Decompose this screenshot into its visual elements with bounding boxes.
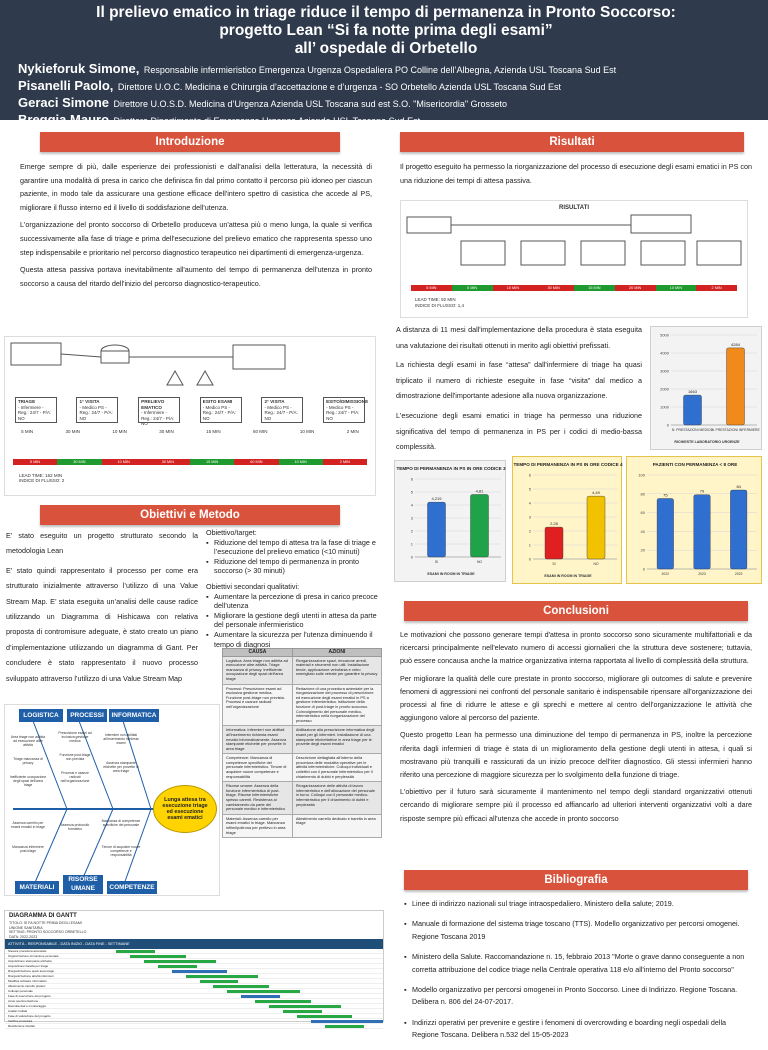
gantt-cells [105,964,383,968]
y-tick-label: 3000 [660,368,669,374]
introduzione-paragraph: Emerge sempre di più, dalle esperienze dei professionisti e dall'analisi della letteratura, la necessità di garantire una modalità di presa in carico che definisca fin dal primo contatto il percorso più idoneo per ciascun paziente, in modo tale da assicurare una gestione efficace dell'intero spettro di casistica che accede al PS, migliorare il flusso interno ed il livello di soddisfazione dell'utenza. [20,162,372,212]
data-label: 2,28 [550,521,558,527]
author-name: Pisanelli Paolo, [18,78,114,93]
fishbone-cause: Timore di acquisire nuove competenze e responsabilità [101,845,141,857]
y-tick-label: 1 [410,541,413,547]
author-role: Direttore U.O.S.D. Medicina d’Urgenza Azienda USL Toscana sud est S.O. "Misericordia" Grosseto [113,99,508,109]
vsm-box-title: 1° VISITA [79,399,100,404]
vsm-info-box [11,343,61,365]
x-tick-label: 2022 [661,572,670,576]
cause-cell: Risorse umane: Assenza della funzione infermieristica di post-triage. Risorse infermieristiche spesso carenti. Resistenza al cambiamento da parte del personale medico e infermieristico [223,782,293,815]
gantt-bar [144,960,216,963]
gantt-task-label: Raccolta dati e monitoraggio [8,1004,47,1009]
bar [694,495,711,569]
timeline-segment: 10 MIN [279,459,323,465]
conclusioni-heading: Conclusioni [404,601,748,621]
action-cell: Redazione di una procedura aziendale per la riorganizzazione del processo di prescrizione ed esecuzione degli esami ematici in PS a gestione infermieristica. Istituzione della funzione di post-triage in pronto soccorso. Coinvolgimento del personale medico-infermieristico nella riorganizzazione del processo [292,684,381,726]
obiettivi-heading: Obiettivi e Metodo [40,505,340,525]
gantt-meta-line: SETTING: PRONTO SOCCORSO ORBETELLO [9,930,87,935]
x-tick-label: 2023 [734,572,743,576]
y-tick-label: 80 [640,491,645,497]
fishbone-category: MATERIALI [15,881,59,894]
y-tick-label: 6 [410,476,413,482]
vsm-inventory-icon [197,371,213,385]
vsm-after-diagram [401,211,749,269]
gantt-title: DIAGRAMMA DI GANTT [9,913,77,919]
vsm-box-title: PRELIEVO EMATICO [141,399,165,410]
timeline-segment: 10 MIN [102,459,146,465]
bar [727,348,745,425]
y-tick-label: 2 [410,528,413,534]
author-name: Geraci Simone [18,95,110,110]
chart-svg [651,327,763,451]
cause-cell: Informatica: Infermieri non abilitati all'inserimento richiesta esami ematici informaticamente. Assenza stampante etichette per provette in area triage [223,726,293,754]
x-tick-label: 2023 [698,572,706,576]
target-list [206,538,384,576]
author-role: Responsabile infermieristico Emergenza Urgenza Ospedaliera PO Colline dell’Albegna, Azienda USL Toscana Sud Est [143,65,617,75]
fishbone-cause: Mancanza infermiere post-triage [12,845,44,853]
gantt-bar [172,970,228,973]
fishbone-category: RISORSE UMANE [63,875,103,894]
x-tick-label: N. PRESTAZIONI MEDICO [671,428,714,432]
gantt-cells [105,979,383,983]
vsm-step-time: 30 MIN [65,429,81,434]
poster-title [18,4,754,58]
gantt-cells [105,1009,383,1013]
vsm-control-box [631,215,691,233]
x-axis-label: ESAMI IN ROOM IN TRIAGE [427,572,475,576]
gantt-task-label: Fase di esecuzione del progetto [8,994,51,999]
vsm-box-body: - Medico PS - Reg.: 24/7 - P/A: NO [326,404,360,421]
gantt-task-label: Colloqui personale [8,989,33,994]
x-tick-label: NO [593,562,599,566]
title-line-3: all’ ospedale di Orbetello [294,40,478,57]
bibliografia-body [404,898,752,1050]
gantt-bar [325,1025,364,1028]
introduzione-paragraph: Questa attesa passiva portava inevitabilmente all'aumento del tempo di permanenza dell'utenza in pronto soccorso a causa del ritardo dell'inizio del percorso diagnostico-terapeutico. [20,265,372,288]
secondary-item: ▪ Aumentare la percezione di presa in carico precoce dell’utenza [206,592,384,611]
risultati-paragraph: La richiesta degli esami in fase “attesa” dall'infermiere di triage ha quasi triplicato il numero di richieste eseguite in fase “visita” dal medico a dimostrazione dell'importante adesione alla nuova organizzazione. [396,360,642,401]
bibliografia-heading: Bibliografia [404,870,748,890]
gantt-cells [105,1019,383,1023]
vsm-box-body: - Medico PS - Reg.: 24/7 - P/A: NO [79,404,113,421]
author-role: Direttore U.O.C. Medicina e Chirurgia d’accettazione e d’urgenza - SO Orbetello Azienda USL Toscana Sud Est [117,82,562,92]
data-label: 4,49 [592,490,600,496]
gantt-cells [105,994,383,998]
author-role: Direttore Dipartimento di Emergenza Urgenza Azienda USL Toscana Sud Est [113,116,421,126]
cause-action-table [222,648,382,838]
vsm-flow-index: INDICE DI FLUSSO: 2 [19,478,65,483]
cause-cell: Logistica: Area triage non adibita ad esecuzione altre attività. Triage mancanza di privacy. Inefficiente occupazione degli spazi dell'area triage [223,656,293,684]
fishbone-cause: Assenza protocollo formativo [60,823,90,831]
y-tick-label: 4000 [660,350,669,356]
bar [587,496,605,559]
y-tick-label: 1 [528,542,531,548]
y-tick-label: 6 [528,472,531,478]
table-row [223,656,382,684]
vsm-arrow [61,354,101,357]
author-row [18,78,754,95]
risultati-paragraph: L'esecuzione degli esami ematici in triage ha permesso una riduzione significativa del tempo di permanenza in PS per i codici di medio-bassa complessità. [396,410,642,452]
timeline-segment: 2 MIN [323,459,367,465]
table-row [223,814,382,837]
fishbone-category: COMPETENZE [107,881,157,894]
timeline-segment: 15 MIN [574,285,615,291]
chart-title: TEMPO DI PERMANENZA IN PS IN ORE CODICE 4 [513,462,623,467]
author-name: Nykieforuk Simone, [18,61,140,76]
vsm-process-box [697,241,741,265]
vsm-step-time: 15 MIN [206,429,221,434]
x-axis-label: ESAMI IN ROOM IN TRIAGE [544,574,592,578]
fishbone-cause: Infermieri non abilitati all'inserimento richiesta esami [103,733,139,745]
gantt-cells [105,989,383,993]
reference-item: ▪ Linee di indirizzo nazionali sul triage intraospedaliero. Ministero della salute; 2019. [404,898,752,910]
vsm-box-title: 2° VISITA [264,399,285,404]
vsm-after-summary [415,297,747,308]
y-tick-label: 40 [640,528,645,534]
table-row [223,782,382,815]
gantt-cells [105,1024,383,1028]
reference-item: ▪ Manuale di formazione del sistema triage toscano (TTS). Modello organizzativo per percorsi omogenei. Regione Toscana 2019 [404,918,752,943]
gantt-task-label: Riorganizzazione attività infermieri [8,974,54,979]
data-label: 75 [663,492,668,498]
secondary-item: ▪ Aumentare la sicurezza per l’utenza diminuendo il tempo di diagnosi [206,630,384,649]
vsm-process-box [581,241,625,265]
gantt-bar [130,955,186,958]
vsm-step-time: 30 MIN [159,429,174,434]
column-header: CAUSA [223,649,293,657]
data-label: 4,81 [475,488,484,494]
secondary-label: Obiettivi secondari qualitativi: [206,581,300,591]
author-row [18,95,754,112]
y-tick-label: 3 [410,515,413,521]
vsm-process-box [200,397,242,423]
gantt-task-label: Modifica software informatico [8,979,47,984]
gantt-meta-line: DATA: 2022-2023 [9,934,38,939]
vsm-box-body: - Medico PS - Reg.: 24/7 - P/A: NO [202,404,237,421]
chart-pazienti-8-ore [626,456,762,584]
vsm-box-body: - Infermiere - Reg.: 24/7 - P/A: NO [141,410,175,426]
cause-cell: Processi: Prescrizione esami ad esclusiva gestione medica. Funzione post-triage non prevista. Processi e usanze radicati nell'organizzazione [223,684,293,726]
vsm-process-box [521,241,565,265]
gantt-bar [227,990,299,993]
chart-title: PAZIENTI CON PERMANENZA < 8 ORE [652,462,738,467]
y-tick-label: 4 [410,502,413,508]
vsm-box-body: - Infermiere - Reg.: 24/7 - P/A: NO [17,404,52,421]
vsm-box-title: ESITO/DIMISSIONE [326,399,369,404]
vsm-box-title: ESITO ESAMI [202,399,233,404]
vsm-info-box [407,217,451,233]
gantt-cells [105,949,383,953]
cause-cell: Materiali: Assenza carrello per esami ematici in triage. Mancanza infilmi/poltrona per prelievo in area triage [223,814,293,837]
vsm-step-time: 10 MIN [299,429,315,434]
timeline-segment: 30 MIN [533,285,574,291]
gantt-meta [5,921,383,939]
vsm-box-body: - Medico PS - Reg.: 24/7 - P/A: NO [264,404,298,421]
vsm-lead-time: LEAD TIME: 162 MIN [19,472,63,478]
gantt-cells [105,1004,383,1008]
poster-header [0,0,768,127]
author-row [18,61,754,78]
gantt-bar [158,965,197,968]
vsm-process-box [323,397,369,423]
risultati-heading: Risultati [400,132,744,152]
chart-permanenza-codice-4 [512,456,622,584]
reference-item: ▪ Modello organizzativo per percorsi omogenei in Pronto Soccorso. Linee di Indirizzo. Regione Toscana. Delibera n. 806 del 24-07-2017. [404,984,752,1009]
vsm-time-ladder [5,429,375,435]
y-tick-label: 1000 [660,404,669,410]
vsm-timeline-bar [13,459,367,465]
gantt-rows [5,949,383,1029]
gantt-bar [283,1010,322,1013]
obiettivi-paragraph: E’ stato eseguito un progetto strutturato secondo la metodologia Lean [6,531,198,556]
gantt-task-label: Stesura procedura aziendale [8,949,47,954]
ishikawa-diagram [4,704,220,896]
bar [684,395,702,425]
obiettivi-paragraph: E’ stato quindi rappresentato il processo per come era strutturato inizialmente attraverso l’utilizzo di una Value Stream Map. E’ stata eseguita un’analisi delle cause radice utilizzando un Diagramma di Hishicawa con relativa proposta di contromisure adeguate, è stato creato un piano d’implementazione utilizzando un diagramma di Gant. Per concludere è stato rappresentato il nuovo processo sviluppato attraverso l’utilizzo di una Value Stream Map [6,565,198,683]
y-tick-label: 0 [528,556,531,562]
fishbone-cause: Assenza stampante etichette per provette in area triage [103,761,139,773]
y-tick-label: 5000 [660,332,669,338]
vsm-database-body [101,351,129,363]
conclusioni-paragraph: Per migliorare la qualità delle cure prestate in pronto soccorso, migliorare gli outcomes di salute e prevenire fenomeni di aggressioni nei confronti del personale sanitario è indispensabile ripensare all'organizzazione dei processi al fine di ridurre le attese e gli sprechi e mettere al centro dell'organizzazione le attività che aggiungono valore al percorso del paziente. [400,673,752,723]
gantt-bar [186,975,258,978]
vsm-process-box [15,397,57,423]
data-label: 4,219 [431,496,442,502]
fishbone-effect: Lunga attesa tra esecuzione triage ed esecuzione esami ematici [153,785,217,833]
gantt-task-label: Acquisizione barella per triage [8,964,49,969]
secondary-list [206,592,384,650]
x-tick-label: SI [552,562,556,566]
data-label: 79 [699,488,705,494]
gantt-cells [105,1014,383,1018]
fishbone-cause: Inefficiente occupazione degli spazi dell'area triage [9,775,47,787]
vsm-step-time: 10 MIN [112,429,127,434]
title-line-2: progetto Lean “Si fa notte prima degli esami” [219,22,553,39]
gantt-cells [105,984,383,988]
action-cell: Descrizione dettagliata all'interno della procedura delle modalità operative per le attività infermieristiche. Colloqui individuali e collettivi con il personale infermieristico per il chiarimento di dubbi e perplessità [292,754,381,782]
gantt-cells [105,974,383,978]
vsm-process-box [461,241,505,265]
gantt-meta-line: UNIONE SANITARIA [9,925,43,930]
table-row [223,726,382,754]
conclusioni-paragraph: Questo progetto Lean ha permesso una diminuzione del tempo di permanenza in PS, inoltre la percezione riferita dagli infermieri di triage è stata di un miglioramento della gestione degli utenti in attesa, i quali si mostravano più tranquilli e rassicurati da un inizio precoce dell'iter diagnostico. Gli stessi infermieri hanno riferito una percezione di maggiore sicurezza per lo svolgimento della funzione di triage. [400,730,752,780]
gantt-bar [255,1000,311,1003]
vsm-box-title: TRIAGE [17,399,36,404]
x-tick-label: N. PRESTAZIONI INFERMIERE [711,428,760,432]
obiettivi-body [6,528,198,686]
cause-cell: Competenze: Mancanza di competenze specifiche del personale infermieristico. Timore di acquisire nuove competenze e responsabilità [223,754,293,782]
vsm-step-time: 5 MIN [21,429,34,434]
fishbone-cause: Area triage non adibita ad esecuzione altre attività [10,735,46,747]
fishbone-cause: Prescrizione esami ad inclusiva gestione medica [58,731,92,743]
risultati-intro: Il progetto eseguito ha permesso la riorganizzazione del processo di esecuzione degli esami ematici in PS con una riduzione dei tempi di attesa passiva. [400,162,752,185]
secondary-item: ▪ Migliorare la gestione degli utenti in attesa da parte del personale infermieristico [206,611,384,630]
action-cell: Abilitazione alla prescrizione informatica degli esami per gli infermieri. Installazione di una stampante etichettatrice in area triage per le provette degli esami ematici [292,726,381,754]
gantt-cells [105,969,383,973]
fishbone-cause: Processi e usanze radicati nell'organizzazione [60,771,90,783]
gantt-bar [241,995,280,998]
fishbone-cause: Triage mancanza di privacy [13,757,43,765]
y-tick-label: 0 [666,422,669,428]
vsm-control-box [233,345,285,369]
introduzione-body [20,160,372,290]
gantt-task-label: Fase di valutazione del progetto [8,1014,51,1019]
table-row [223,684,382,726]
x-tick-label: SI [434,560,439,564]
target-label: Obiettivo/target: [206,528,257,537]
author-name: Breggia Mauro [18,112,110,127]
vsm-lead-time: LEAD TIME: 92 MIN [415,297,456,302]
bar [428,502,446,557]
introduzione-heading: Introduzione [40,132,340,152]
timeline-segment: 5 MIN [13,459,57,465]
timeline-segment: 5 MIN [452,285,493,291]
y-tick-label: 0 [410,554,413,560]
target-item: ▪ Riduzione del tempo di permanenza in pronto soccorso (> 30 minuti) [206,557,384,576]
gantt-cells [105,999,383,1003]
fishbone-category: PROCESSI [67,709,107,722]
chart-svg [627,457,763,585]
gantt-header: ATTIVITÀ - RESPONSABILE - DATA INIZIO - DATA FINE - SETTIMANE [5,939,383,949]
gantt-bar [213,985,269,988]
y-tick-label: 0 [642,566,645,572]
vsm-step-time: 2 MIN [346,429,359,434]
value-stream-map-after [400,200,748,318]
gantt-task-label: Acquisizione stampante etichette [8,959,52,964]
vsm-inventory-icon [167,371,183,385]
timeline-segment: 5 MIN [411,285,452,291]
timeline-segment: 20 MIN [615,285,656,291]
gantt-bar [116,950,155,953]
vsm-after-title: RISULTATI [559,205,589,211]
vsm-process-row [5,397,375,426]
introduzione-paragraph: L'organizzazione del pronto soccorso di Orbetello produceva un'attesa più o meno lunga, la quale si verifica successivamente alla fase di triage e prima dell'esecuzione del prelievo ematico che rappresenta spesso uno step indispensabile e prioritario nel percorso diagnostico terapeutico nei dipartimenti di emergenza-urgenza. [20,220,372,257]
data-label: 1663 [688,389,697,395]
x-axis-label: RICHIESTE LABORATORIO URGENZE [674,440,740,444]
conclusioni-body [400,628,752,825]
vsm-process-box [261,397,303,423]
column-header: AZIONI [292,649,381,657]
gantt-bar [200,980,239,983]
gantt-meta-line: TITOLO: SI FA NOTTE PRIMA DEGLI ESAMI [9,921,82,925]
timeline-segment: 10 MIN [656,285,697,291]
chart-svg [513,457,623,585]
gantt-task-label: Organizzazione formazione personale [8,954,59,959]
data-label: 84 [736,484,741,490]
vsm-summary [19,473,375,484]
bar [471,494,489,557]
obiettivi-targets [206,528,384,649]
y-tick-label: 5 [528,486,531,492]
timeline-segment: 30 MIN [57,459,101,465]
risultati-body [396,322,642,455]
bar [545,527,563,559]
conclusioni-paragraph: L'obiettivo per il futuro sarà sicuramente il mantenimento nel tempo degli standard organizzativi ottenuti cercando di migliorare sempre più il processo ed affiancarlo ad ulteriori interventi organizzativi volti a dare risposte sempre più efficaci all'utenza che accede in pronto soccorso [400,787,752,823]
fishbone-cause: Funzione post-triage non prevista [59,753,91,761]
bar [657,499,674,570]
chart-prestazioni [650,326,762,450]
vsm-process-box [138,397,180,426]
timeline-segment: 30 MIN [146,459,190,465]
gantt-cells [105,959,383,963]
vsm-process-box [641,241,685,265]
y-tick-label: 4 [528,500,531,506]
fishbone-category: LOGISTICA [19,709,63,722]
target-item: ▪ Riduzione del tempo di attesa tra la fase di triage e l’esecuzione del prelievo ematico (<10 minuti) [206,538,384,557]
x-tick-label: NO [476,560,483,564]
gantt-task-label: Riorganizzazione spazi area triage [8,969,55,974]
y-tick-label: 2000 [660,386,669,392]
author-list [18,61,754,129]
fishbone-cause: Mancanza di competenze specifiche del personale [101,819,141,827]
fishbone-cause: Assenza carrello per esami ematici in triage [11,821,45,829]
y-tick-label: 60 [640,510,645,516]
timeline-segment: 2 MIN [696,285,737,291]
title-line-1: Il prelievo ematico in triage riduce il tempo di permanenza in Pronto Soccorso: [96,4,676,21]
author-row [18,112,754,129]
chart-permanenza-codice-3 [394,460,506,582]
y-tick-label: 20 [640,547,645,553]
action-cell: Riorganizzazione spazi, rimozione arredi, materiali e strumenti non utili. Installazione tende, applicazione vetrofania e vetro smerigliato sulle vetrate per garantire la privacy [292,656,381,684]
chart-title: TEMPO DI PERMANENZA IN PS IN ORE CODICE 3 [396,466,506,471]
gantt-bar [311,1020,383,1023]
action-cell: Allestimento carrello dedicato e barella in area triage [292,814,381,837]
timeline-segment: 10 MIN [493,285,534,291]
vsm-flow-diagram [5,337,377,397]
y-tick-label: 5 [410,489,413,495]
gantt-task-label: Allestimento carrello prelievi [8,984,46,989]
vsm-flow-index: INDICE DI FLUSSO: 1,4 [415,302,465,308]
conclusioni-paragraph: Le motivazioni che possono generare tempi d'attesa in pronto soccorso sono sicuramente multifattoriali e da ricercarsi principalmente nell'elevato numero di accessi giornalieri che la struttura deve sostenere; tuttavia, può essere concausa anche la matrice organizzativa interna rapportata al livello di complessità della struttura. [400,630,752,666]
table-row [223,754,382,782]
gantt-bar [269,1005,341,1008]
vsm-after-timeline-bar [411,285,737,291]
vsm-step-time: 60 MIN [253,429,268,434]
gantt-cells [105,954,383,958]
data-label: 4284 [731,341,740,347]
bar [730,490,747,569]
table-header-row [223,649,382,657]
timeline-segment: 60 MIN [234,459,278,465]
chart-svg [395,461,507,583]
value-stream-map-before [4,336,376,496]
gantt-row [5,1024,383,1029]
y-tick-label: 3 [528,514,531,520]
y-tick-label: 2 [528,528,531,534]
risultati-paragraph: A distanza di 11 mesi dall'implementazione della procedura è stata eseguita una valutazione dei risultati ottenuti in merito agli obiettivi prefissati. [396,325,642,350]
gantt-task-label: Verifica procedura [8,1019,33,1024]
gantt-task-label: Restituzione risultati [8,1024,35,1029]
reference-item: ▪ Ministero della Salute. Raccomandazione n. 15, febbraio 2013 "Morte o grave danno conseguente a non corretta attribuzione del codice triage nella Centrale operativa 118 e/o all'interno del Pronto soccorso" [404,951,752,976]
y-tick-label: 100 [638,472,645,478]
bibliografia-list [404,898,752,1042]
fishbone-category: INFORMATICA [109,709,159,722]
reference-item: ▪ Indirizzi operativi per prevenire e gestire i fenomeni di overcrowding e boarding negli ospedali della Regione Toscana. Delibera n.532 del 15-05-2023 [404,1017,752,1042]
gantt-task-label: Avvio sperimentazione [8,999,39,1004]
timeline-segment: 15 MIN [190,459,234,465]
gantt-bar [297,1015,353,1018]
gantt-diagram [4,910,384,1029]
vsm-process-box [76,397,118,423]
action-cell: Riorganizzazione delle attività di lavoro infermieristico e dell'allocazione del personale in turno. Colloqui con il personale medico-infermieristico per il chiarimento di dubbi e perplessità [292,782,381,815]
gantt-task-label: Analisi risultati [8,1009,28,1014]
